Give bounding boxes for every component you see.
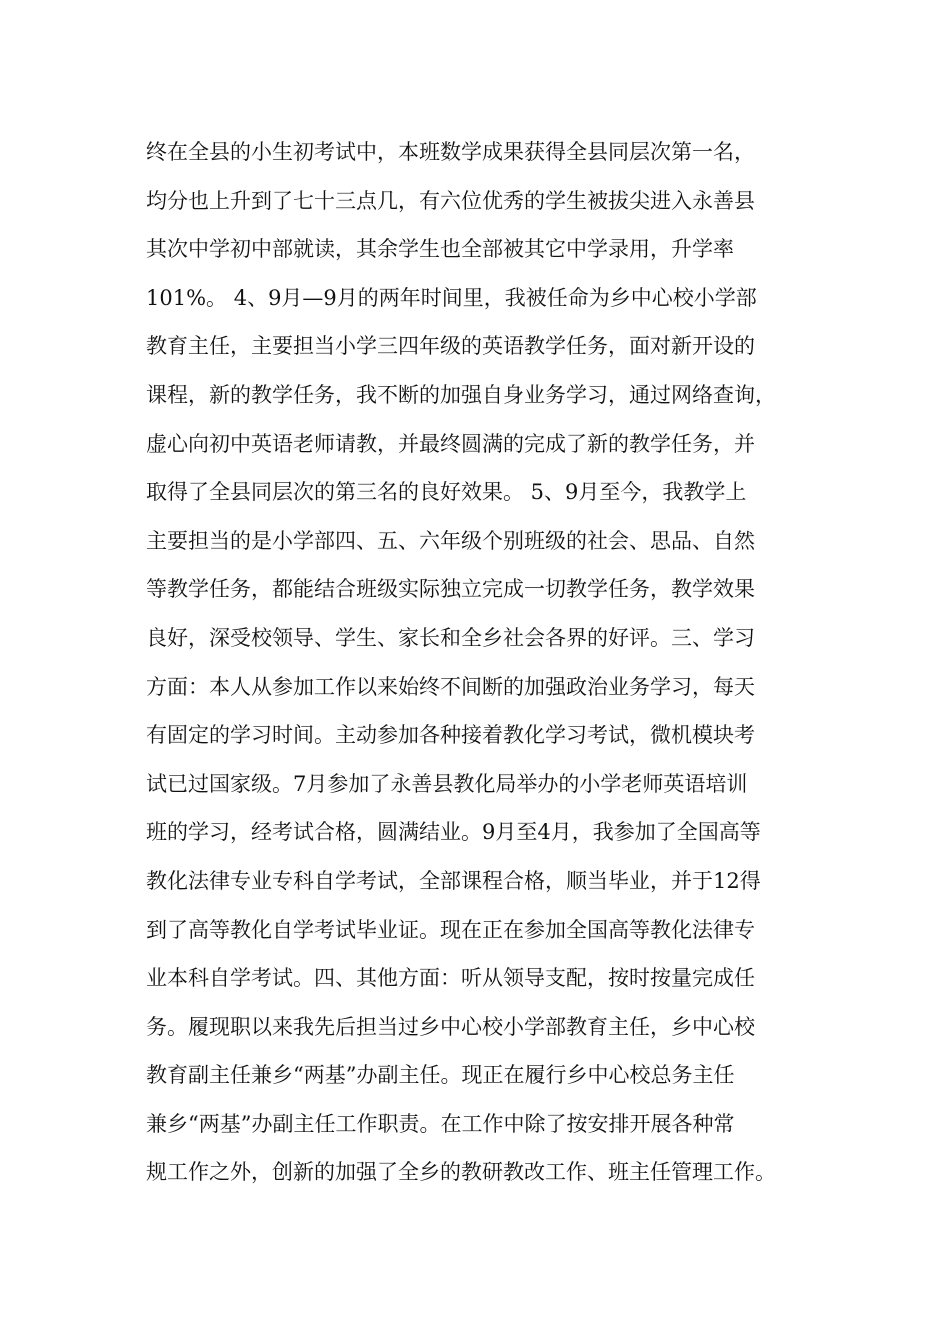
text-line-4: 101%。 4、9月—9月的两年时间里，我被任命为乡中心校小学部 [146,285,757,310]
text-line-20: 教育副主任兼乡“两基”办副主任。现正在履行乡中心校总务主任 [146,1063,735,1088]
text-line-7: 虚心向初中英语老师请教，并最终圆满的完成了新的教学任务，并 [146,431,755,456]
text-line-6: 课程，新的教学任务，我不断的加强自身业务学习，通过网络查询， [146,382,776,407]
text-line-2: 均分也上升到了七十三点几，有六位优秀的学生被拔尖进入永善县 [146,188,755,213]
text-line-18: 业本科自学考试。四、其他方面：听从领导支配，按时按量完成任 [146,966,755,991]
text-line-12: 方面：本人从参加工作以来始终不间断的加强政治业务学习，每天 [146,674,755,699]
text-line-15: 班的学习，经考试合格，圆满结业。9月至4月，我参加了全国高等 [146,820,761,845]
text-line-14: 试已过国家级。7月参加了永善县教化局举办的小学老师英语培训 [146,771,748,796]
text-line-16: 教化法律专业专科自学考试，全部课程合格，顺当毕业，并于12得 [146,868,761,893]
text-line-21: 兼乡“两基”办副主任工作职责。在工作中除了按安排开展各种常 [146,1111,735,1136]
text-line-1: 终在全县的小生初考试中，本班数学成果获得全县同层次第一名， [146,140,755,164]
text-line-9: 主要担当的是小学部四、五、六年级个别班级的社会、思品、自然 [146,528,755,553]
text-line-5: 教育主任，主要担当小学三四年级的英语教学任务，面对新开设的 [146,334,755,359]
text-line-19: 务。履现职以来我先后担当过乡中心校小学部教育主任，乡中心校 [146,1014,755,1039]
text-line-22: 规工作之外，创新的加强了全乡的教研教改工作、班主任管理工作。 [146,1160,776,1185]
text-line-13: 有固定的学习时间。主动参加各种接着教化学习考试，微机模块考 [146,723,755,748]
text-line-17: 到了高等教化自学考试毕业证。现在正在参加全国高等教化法律专 [146,917,755,942]
text-line-3: 其次中学初中部就读，其余学生也全部被其它中学录用，升学率 [146,237,734,262]
body-text [146,128,836,1197]
text-line-10: 等教学任务，都能结合班级实际独立完成一切教学任务，教学效果 [146,577,755,602]
text-line-11: 良好，深受校领导、学生、家长和全乡社会各界的好评。三、学习 [146,625,755,650]
text-line-8: 取得了全县同层次的第三名的良好效果。 5、9月至今，我教学上 [146,480,747,505]
